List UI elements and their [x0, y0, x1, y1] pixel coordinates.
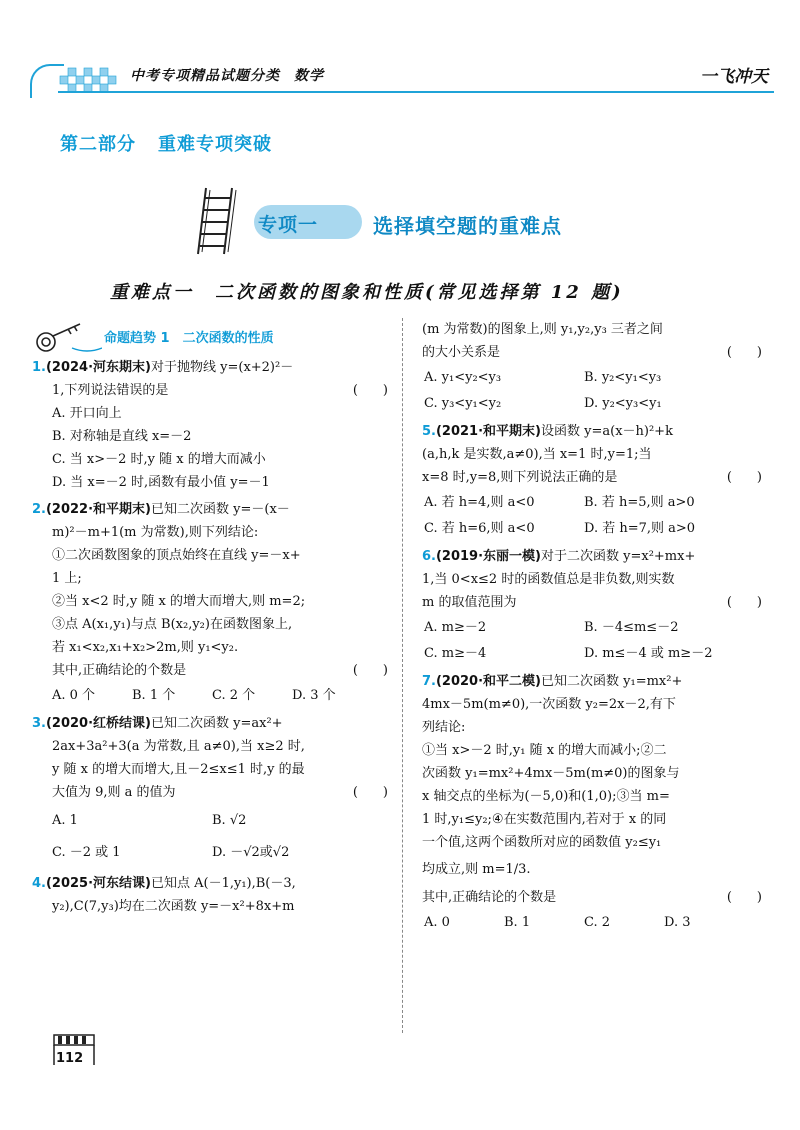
question-text: 一个值,这两个函数所对应的函数值 y₂≤y₁: [422, 835, 662, 850]
option-a: A. 1: [52, 812, 78, 828]
question-number: 7.: [422, 674, 436, 689]
key-icon: [32, 318, 102, 356]
option-c: C. －2 或 1: [52, 844, 121, 860]
question-number: 4.: [32, 876, 46, 891]
option-b: B. 对称轴是直线 x=－2: [52, 429, 192, 444]
question-text: 设函数 y=a(x－h)²+k: [541, 424, 673, 439]
part-title: 重难专项突破: [158, 134, 272, 155]
question-text: 已知二次函数 y=ax²+: [151, 716, 283, 731]
option-b: B. 1 个: [132, 687, 176, 703]
topic-title: 选择填空题的重难点: [373, 214, 562, 238]
question-text: ②当 x<2 时,y 随 x 的增大而增大,则 m=2;: [52, 594, 306, 609]
question-text: 列结论:: [422, 720, 466, 735]
question-text: 次函数 y₁=mx²+4mx－5m(m≠0)的图象与: [422, 766, 680, 781]
answer-paren: ( ): [726, 890, 768, 905]
option-d: D. m≤－4 或 m≥－2: [584, 645, 713, 661]
page-number: 112: [56, 1051, 84, 1066]
question-text: x 轴交点的坐标为(－5,0)和(1,0);③当 m=: [422, 789, 670, 804]
options-row: [422, 909, 768, 935]
option-a: A. y₁<y₂<y₃: [424, 369, 502, 385]
option-b: B. －4≤m≤－2: [584, 619, 679, 635]
options-row: [422, 614, 768, 640]
question-text: 1 上;: [52, 571, 82, 586]
option-c: C. 2 个: [212, 687, 256, 703]
question-number: 5.: [422, 424, 436, 439]
options-row: [422, 640, 768, 666]
question-text: ①当 x>－2 时,y₁ 随 x 的增大而减小;②二: [422, 743, 667, 758]
question-text: 若 x₁<x₂,x₁+x₂>2m,则 y₁<y₂.: [52, 640, 239, 655]
option-a: A. 开口向上: [52, 406, 122, 421]
question-text: y 随 x 的增大而增大,且－2≤x≤1 时,y 的最: [52, 762, 305, 777]
ladder-icon: [192, 186, 254, 256]
options-row: [32, 682, 394, 708]
question-source: (2024·河东期末): [45, 360, 151, 375]
question-number: 6.: [422, 549, 436, 564]
option-d: D. －√2或√2: [212, 844, 290, 860]
question-text: x=8 时,y=8,则下列说法正确的是: [422, 470, 618, 485]
question-text: 均成立,则 m=1/3.: [422, 862, 531, 877]
topic-label: 专项一: [258, 214, 319, 236]
question-text: m)²－m+1(m 为常数),则下列结论:: [52, 525, 259, 540]
answer-paren: ( ): [352, 663, 394, 678]
question-source: (2019·东丽一模): [435, 549, 541, 564]
option-c: C. 若 h=6,则 a<0: [424, 520, 535, 536]
trend-label: 命题趋势 1 二次函数的性质: [104, 331, 274, 346]
question-1: [32, 356, 394, 494]
question-5: [422, 420, 768, 541]
question-4: [32, 872, 394, 918]
question-text: 的大小关系是: [422, 345, 501, 360]
option-a: A. 若 h=4,则 a<0: [424, 494, 535, 510]
question-number: 1.: [32, 360, 46, 375]
question-number: 3.: [32, 716, 46, 731]
question-text: (m 为常数)的图象上,则 y₁,y₂,y₃ 三者之间: [422, 322, 663, 337]
question-text: 对于抛物线 y=(x+2)²－: [151, 360, 294, 375]
question-source: (2022·和平期末): [45, 502, 151, 517]
part-heading: [60, 130, 272, 156]
option-c: C. 当 x>－2 时,y 随 x 的增大而减小: [52, 452, 266, 467]
question-text: (a,h,k 是实数,a≠0),当 x=1 时,y=1;当: [422, 447, 652, 462]
question-text: 对于二次函数 y=x²+mx+: [541, 549, 696, 564]
left-column: [32, 318, 394, 922]
options-row: [422, 390, 768, 416]
question-source: (2021·和平期末): [435, 424, 541, 439]
option-b: B. 若 h=5,则 a>0: [584, 494, 695, 510]
question-text: 1,下列说法错误的是: [52, 383, 169, 398]
options-row: [32, 836, 394, 868]
column-divider: [402, 318, 403, 1033]
question-text: 其中,正确结论的个数是: [422, 890, 557, 905]
question-text: 已知二次函数 y₁=mx²+: [541, 674, 683, 689]
question-text: 1 时,y₁≤y₂;④在实数范围内,若对于 x 的同: [422, 812, 667, 827]
option-d: D. 若 h=7,则 a>0: [584, 520, 696, 536]
question-4-continued: [422, 318, 768, 416]
option-d: D. y₂<y₃<y₁: [584, 395, 662, 411]
answer-paren: ( ): [352, 785, 394, 800]
options-row: [422, 515, 768, 541]
question-text: ③点 A(x₁,y₁)与点 B(x₂,y₂)在函数图象上,: [52, 617, 293, 632]
right-column: [422, 318, 768, 939]
option-d: D. 当 x=－2 时,函数有最小值 y=－1: [52, 475, 270, 490]
series-title-text: 中考专项精品试题分类: [130, 68, 280, 84]
option-b: B. 1: [504, 914, 531, 930]
question-number: 2.: [32, 502, 46, 517]
part-label: 第二部分: [60, 134, 136, 155]
subject-text: 数学: [294, 68, 324, 84]
question-source: (2020·和平二模): [435, 674, 541, 689]
question-6: [422, 545, 768, 666]
question-text: y₂),C(7,y₃)均在二次函数 y=－x²+8x+m: [52, 899, 295, 914]
question-7: [422, 670, 768, 935]
options-row: [422, 489, 768, 515]
option-d: D. 3 个: [292, 687, 336, 703]
question-text: 4mx－5m(m≠0),一次函数 y₂=2x－2,有下: [422, 697, 676, 712]
section-heading: 重难点一 二次函数的图象和性质(常见选择第 12 题): [110, 282, 624, 303]
option-c: C. 2: [584, 914, 611, 930]
options-row: [422, 364, 768, 390]
option-b: B. √2: [212, 812, 247, 828]
series-title: [130, 65, 324, 85]
question-text: 已知二次函数 y=－(x－: [151, 502, 290, 517]
question-text: 1,当 0<x≤2 时的函数值总是非负数,则实数: [422, 572, 675, 587]
question-text: ①二次函数图象的顶点始终在直线 y=－x+: [52, 548, 301, 563]
question-text: 已知点 A(－1,y₁),B(－3,: [151, 876, 296, 891]
question-source: (2020·红桥结课): [45, 716, 151, 731]
option-c: C. y₃<y₁<y₂: [424, 395, 502, 411]
question-text: 大值为 9,则 a 的值为: [52, 785, 176, 800]
options-row: [32, 804, 394, 836]
option-a: A. 0 个: [52, 687, 96, 703]
brand-logo: 一飞冲天: [700, 67, 768, 87]
option-c: C. m≥－4: [424, 645, 487, 661]
answer-paren: ( ): [726, 345, 768, 360]
answer-paren: ( ): [726, 470, 768, 485]
question-source: (2025·河东结课): [45, 876, 151, 891]
trend-banner: [32, 318, 394, 356]
option-a: A. m≥－2: [424, 619, 487, 635]
header-rule: [58, 91, 774, 93]
question-3: [32, 712, 394, 868]
cube-pattern-icon: [58, 62, 136, 92]
option-a: A. 0: [424, 914, 450, 930]
question-2: [32, 498, 394, 708]
option-d: D. 3: [664, 914, 691, 930]
option-b: B. y₂<y₁<y₃: [584, 369, 662, 385]
question-text: 其中,正确结论的个数是: [52, 663, 187, 678]
question-text: 2ax+3a²+3(a 为常数,且 a≠0),当 x≥2 时,: [52, 739, 305, 754]
question-text: m 的取值范围为: [422, 595, 517, 610]
answer-paren: ( ): [726, 595, 768, 610]
page-header: [30, 58, 770, 98]
answer-paren: ( ): [352, 383, 394, 398]
